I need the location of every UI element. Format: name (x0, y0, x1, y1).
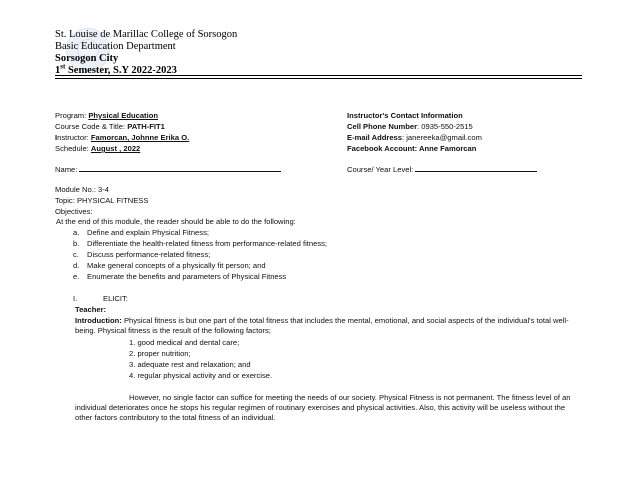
program-line: Program: Physical Education (55, 111, 158, 120)
objectives-intro: At the end of this module, the reader should be able to do the following: (56, 217, 296, 226)
email-line: E-mail Address: janereeka@gmail.com (347, 133, 482, 142)
objective-item: b. (73, 239, 80, 248)
semester-line: 1st Semester, S.Y 2022-2023 (55, 62, 177, 76)
schedule-line: Schedule: August , 2022 (55, 144, 141, 153)
factor-item: 1. good medical and dental care; (129, 338, 240, 347)
course-year-blank[interactable] (415, 163, 537, 172)
name-blank[interactable] (79, 163, 281, 172)
objective-text: Make general concepts of a physically fit person; and (87, 261, 266, 270)
objective-text: Differentiate the health-related fitness from performance-related fitness; (87, 239, 328, 248)
section-title: ELICIT: (103, 294, 128, 303)
school-name: St. Louise de Marillac College of Sorsogon (55, 29, 238, 40)
introduction-paragraph: Introduction: Physical fitness is but one part of the total fitness that includes the mental, emotional, and social aspects of the individual's total well-being. Physical fitness is the result of the following factors; (75, 316, 569, 335)
objective-text: Define and explain Physical Fitness; (87, 228, 209, 237)
header-divider-bottom (55, 78, 582, 79)
factor-item: 2. proper nutrition; (129, 349, 191, 358)
objective-item: d. (73, 261, 80, 270)
facebook-line: Facebook Account: Anne Famorcan (347, 144, 477, 153)
closing-paragraph: However, no single factor can suffice for meeting the needs of our society. Physical Fitness is not permanent. The fitness level of an individual deteriorates once he stops his regular regimen of routinary exercises and physical activities. Also, this activity will be useless without the other factors contributory to the total fitness of an individual. (75, 393, 571, 422)
factor-item: 3. adequate rest and relaxation; and (129, 360, 251, 369)
course-line: Course Code & Title: PATH-FIT1 (55, 122, 165, 131)
section-roman-numeral: I. (73, 294, 78, 303)
factor-item: 4. regular physical activity and or exercise. (129, 371, 273, 380)
instructor-line: Instructor: Famorcan, Johnne Erika O. (55, 133, 190, 142)
objective-text: Enumerate the benefits and parameters of Physical Fitness (87, 272, 287, 281)
department-name: Basic Education Department (55, 41, 176, 52)
topic-line: Topic: PHYSICAL FITNESS (55, 196, 149, 205)
city-name: Sorsogon City (55, 53, 119, 64)
course-year-field[interactable]: Course/ Year Level: (347, 163, 537, 175)
objective-item: c. (73, 250, 79, 259)
module-number: Module No.: 3-4 (55, 185, 110, 194)
objective-item: a. (73, 228, 80, 237)
objective-item: e. (73, 272, 80, 281)
objective-text: Discuss performance-related fitness; (87, 250, 211, 259)
contact-title: Instructor's Contact Information (347, 111, 463, 120)
header-divider-top (55, 75, 582, 76)
teacher-label: Teacher: (75, 305, 107, 314)
objectives-label: Objectives: (55, 207, 93, 216)
phone-line: Cell Phone Number: 0935-550-2515 (347, 122, 473, 131)
name-field[interactable]: Name: (55, 163, 281, 175)
